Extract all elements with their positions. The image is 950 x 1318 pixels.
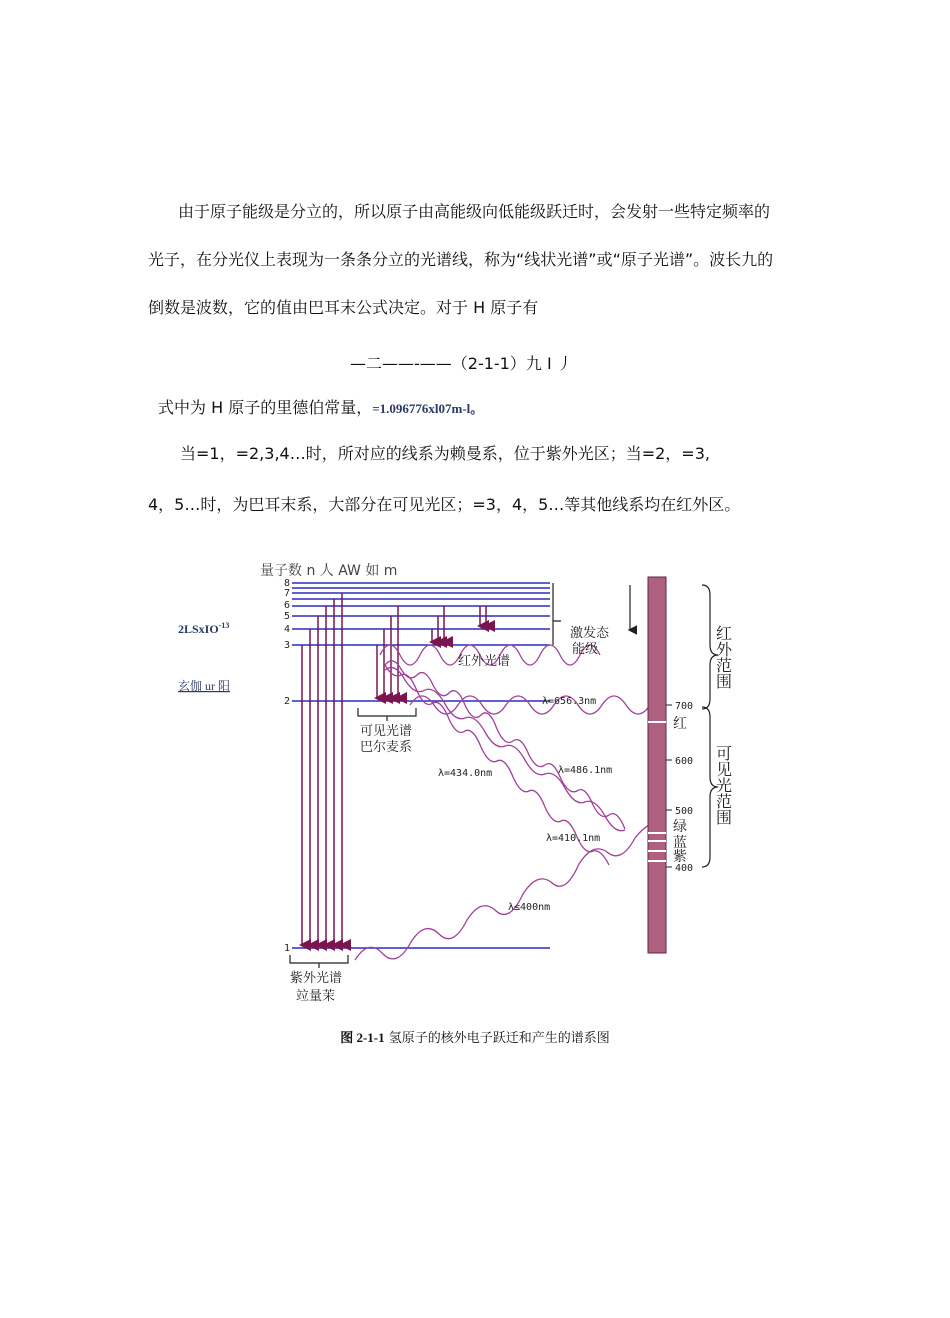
caption-text: 氢原子的核外电子跃迁和产生的谱系图: [388, 1031, 610, 1046]
range-ir: 红外范围: [713, 625, 733, 689]
ir-spectrum-label: 红外光谱: [458, 654, 511, 669]
visible-spectrum-label: 可见光谱: [360, 724, 413, 739]
rydberg-text: 式中为 H 原子的里德伯常量，: [158, 398, 373, 417]
figure-caption: [0, 1027, 950, 1046]
paragraph-line-2: 光子，在分光仪上表现为一条条分立的光谱线，称为“线状光谱”或“原子光谱”。波长九的: [148, 250, 774, 269]
paragraph-line-1: 由于原子能级是分立的，所以原子由高能级向低能级跃迁时，会发射一些特定频率的: [178, 202, 771, 221]
level-1: 1: [284, 943, 291, 954]
level-8: 8: [284, 578, 291, 589]
paragraph-line-6: 4，5…时，为巴耳末系，大部分在可见光区；=3，4，5…等其他线系均在红外区。: [148, 495, 741, 514]
range-visible: 可见光范围: [713, 745, 733, 825]
level-numbers: [284, 578, 290, 954]
balmer-series-label: 巴尔麦系: [360, 740, 413, 755]
level-3: 3: [284, 640, 291, 651]
lambda-486: λ=486.1nm: [558, 765, 613, 776]
scale-500: 500: [675, 806, 694, 817]
balmer-arrows: [377, 606, 398, 698]
left-value: 2LSxIO$^{-13}$: [178, 621, 230, 636]
paragraph-line-4: [158, 398, 483, 419]
lyman-series-label: 竝量茉: [296, 989, 336, 1004]
paragraph-line-5: 当=1，=2,3,4…时，所对应的线系为赖曼系，位于紫外光区；当=2，=3,: [180, 444, 710, 463]
paragraph-line-3: 倒数是波数，它的值由巴耳末公式决定。对于 H 原子有: [148, 298, 539, 317]
lambda-434: λ=434.0nm: [438, 768, 493, 779]
wavelength-labels: [438, 696, 612, 913]
range-labels: [714, 625, 733, 825]
scale-600: 600: [675, 756, 694, 767]
label-red: 红: [673, 716, 687, 732]
hydrogen-spectrum-diagram: [170, 555, 750, 1010]
spectrum-bar: [648, 577, 666, 953]
paschen-arrows: [432, 606, 486, 642]
level-4: 4: [284, 624, 291, 635]
scale-700: 700: [675, 701, 694, 712]
level-6: 6: [284, 600, 291, 611]
excited-label-2: 能级: [572, 642, 599, 657]
color-labels: [673, 716, 687, 865]
formula-2-1-1: —二——-——（2-1-1）九 I 丿: [350, 354, 573, 373]
level-5: 5: [284, 611, 291, 622]
scale-400: 400: [675, 863, 694, 874]
left-link[interactable]: 玄伽 ur 阳: [178, 679, 230, 693]
rydberg-value: =1.096776xl07m-l。: [372, 401, 484, 416]
label-green: 绿: [673, 819, 687, 835]
level-2: 2: [284, 696, 291, 707]
lambda-410: λ=410.1nm: [546, 833, 601, 844]
caption-number: 图 2-1-1: [340, 1030, 385, 1045]
energy-levels: [292, 583, 550, 948]
label-violet: 紫: [673, 849, 687, 865]
excited-label-1: 激发态: [570, 626, 610, 641]
level-7: 7: [284, 588, 291, 599]
scale-ticks: [666, 705, 672, 867]
label-blue: 蓝: [673, 835, 687, 851]
uv-spectrum-label: 紫外光谱: [290, 971, 343, 986]
lambda-656: λ=656.3nm: [542, 696, 597, 707]
diagram-header: 量子数 n 人 AW 如 m: [260, 563, 398, 579]
lambda-400: λ≤400nm: [508, 902, 551, 913]
